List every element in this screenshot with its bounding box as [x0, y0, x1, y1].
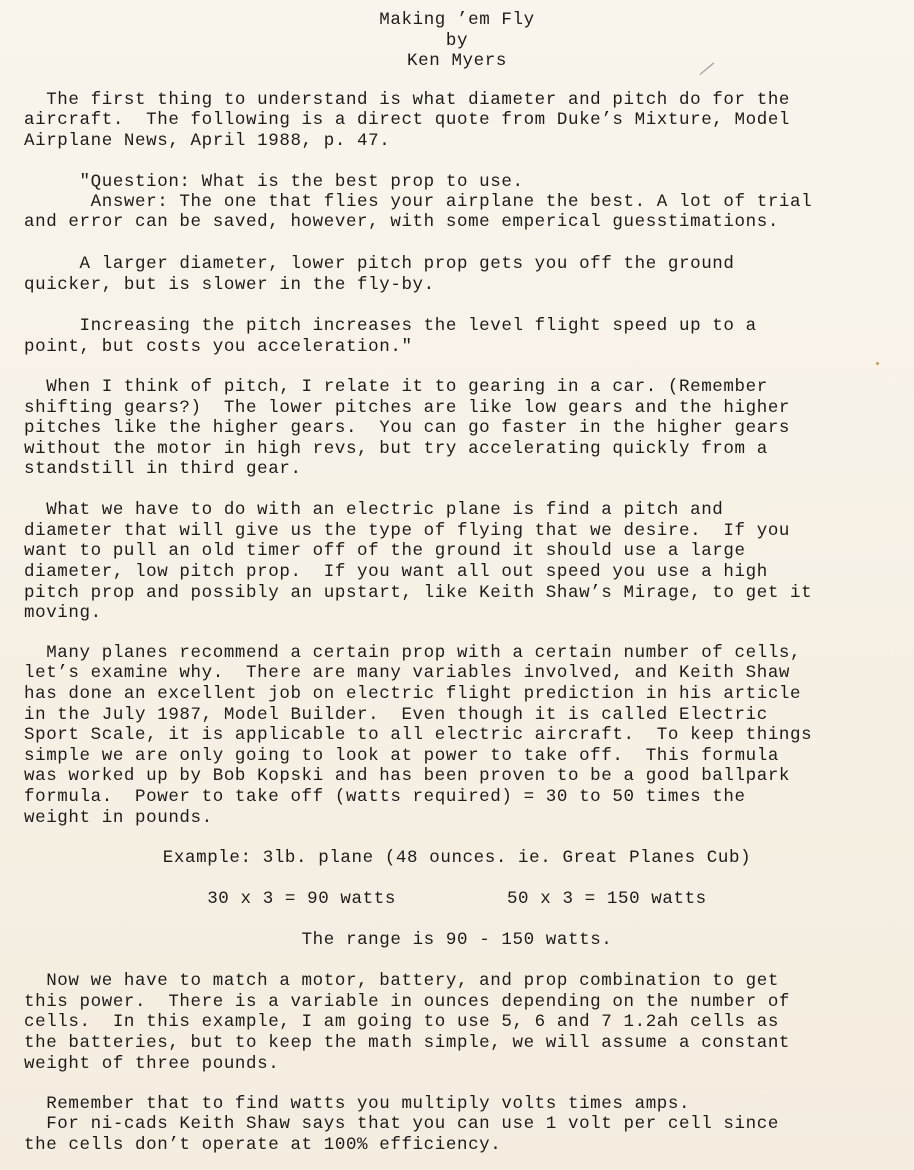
paragraph-line: diameter that will give us the type of flying that we desire. If you — [24, 521, 791, 541]
paragraph-line: quicker, but is slower in the fly-by. — [24, 275, 435, 295]
paragraph-line: formula. Power to take off (watts required) = 30 to 50 times the — [24, 787, 746, 807]
paragraph-line: has done an excellent job on electric flight prediction in his article — [24, 684, 802, 704]
paragraph-line: What we have to do with an electric plane is find a pitch and — [24, 500, 724, 520]
paragraph-line: aircraft. The following is a direct quote from Duke’s Mixture, Model — [24, 110, 791, 130]
paragraph-line: want to pull an old timer off of the ground it should use a large — [24, 541, 746, 561]
paper-speck — [876, 362, 879, 365]
quote-line: "Question: What is the best prop to use. — [24, 172, 524, 192]
paragraph-line: Remember that to find watts you multiply volts times amps. — [24, 1094, 691, 1114]
paragraph-line: simple we are only going to look at power to take off. This formula — [24, 746, 779, 766]
paragraph-line: pitches like the higher gears. You can go faster in the higher gears — [24, 418, 791, 438]
paragraph-line: this power. There is a variable in ounces depending on the number of — [24, 992, 791, 1012]
paragraph-line: the cells don’t operate at 100% efficiency. — [24, 1135, 502, 1155]
quote-line: and error can be saved, however, with some emperical guesstimations. — [24, 212, 779, 232]
paragraph-line: let’s examine why. There are many variables involved, and Keith Shaw — [24, 663, 791, 683]
paragraph-line: standstill in third gear. — [24, 459, 302, 479]
quote-line: Answer: The one that flies your airplane the best. A lot of trial — [24, 192, 813, 212]
paragraph-line: Airplane News, April 1988, p. 47. — [24, 131, 391, 151]
paragraph-line: cells. In this example, I am going to use 5, 6 and 7 1.2ah cells as — [24, 1012, 779, 1032]
paragraph-line: weight of three pounds. — [24, 1054, 280, 1074]
paragraph-line: in the July 1987, Model Builder. Even though it is called Electric — [24, 705, 768, 725]
paragraph-line: point, but costs you acceleration." — [24, 337, 413, 357]
paragraph-line: weight in pounds. — [24, 808, 213, 828]
document-title: Making ’em Fly — [379, 10, 535, 30]
paragraph-line: For ni-cads Keith Shaw says that you can use 1 volt per cell since — [24, 1114, 779, 1134]
paragraph-line: Now we have to match a motor, battery, and prop combination to get — [24, 971, 779, 991]
paragraph-line: shifting gears?) The lower pitches are like low gears and the higher — [24, 398, 791, 418]
paragraph-line: the batteries, but to keep the math simple, we will assume a constant — [24, 1033, 791, 1053]
example-line: Example: 3lb. plane (48 ounces. ie. Great Planes Cub) — [162, 848, 752, 868]
range-line: The range is 90 - 150 watts. — [301, 930, 613, 950]
paragraph-line: pitch prop and possibly an upstart, like Keith Shaw’s Mirage, to get it — [24, 583, 813, 603]
paragraph-line: Increasing the pitch increases the level flight speed up to a — [24, 316, 757, 336]
paragraph-line: Many planes recommend a certain prop with a certain number of cells, — [24, 643, 802, 663]
paragraph-line: diameter, low pitch prop. If you want all out speed you use a high — [24, 562, 768, 582]
byline-by: by — [445, 31, 469, 51]
paragraph-line: moving. — [24, 603, 102, 623]
paragraph-line: was worked up by Bob Kopski and has been proven to be a good ballpark — [24, 766, 791, 786]
calculation-line: 30 x 3 = 90 watts 50 x 3 = 150 watts — [207, 889, 707, 909]
paragraph-line: Sport Scale, it is applicable to all electric aircraft. To keep things — [24, 725, 813, 745]
author-name: Ken Myers — [407, 51, 507, 71]
paragraph-line: without the motor in high revs, but try accelerating quickly from a — [24, 439, 768, 459]
paragraph-line: A larger diameter, lower pitch prop gets you off the ground — [24, 254, 735, 274]
paragraph-line: When I think of pitch, I relate it to gearing in a car. (Remember — [24, 377, 768, 397]
paragraph-line: The first thing to understand is what diameter and pitch do for the — [24, 90, 791, 110]
